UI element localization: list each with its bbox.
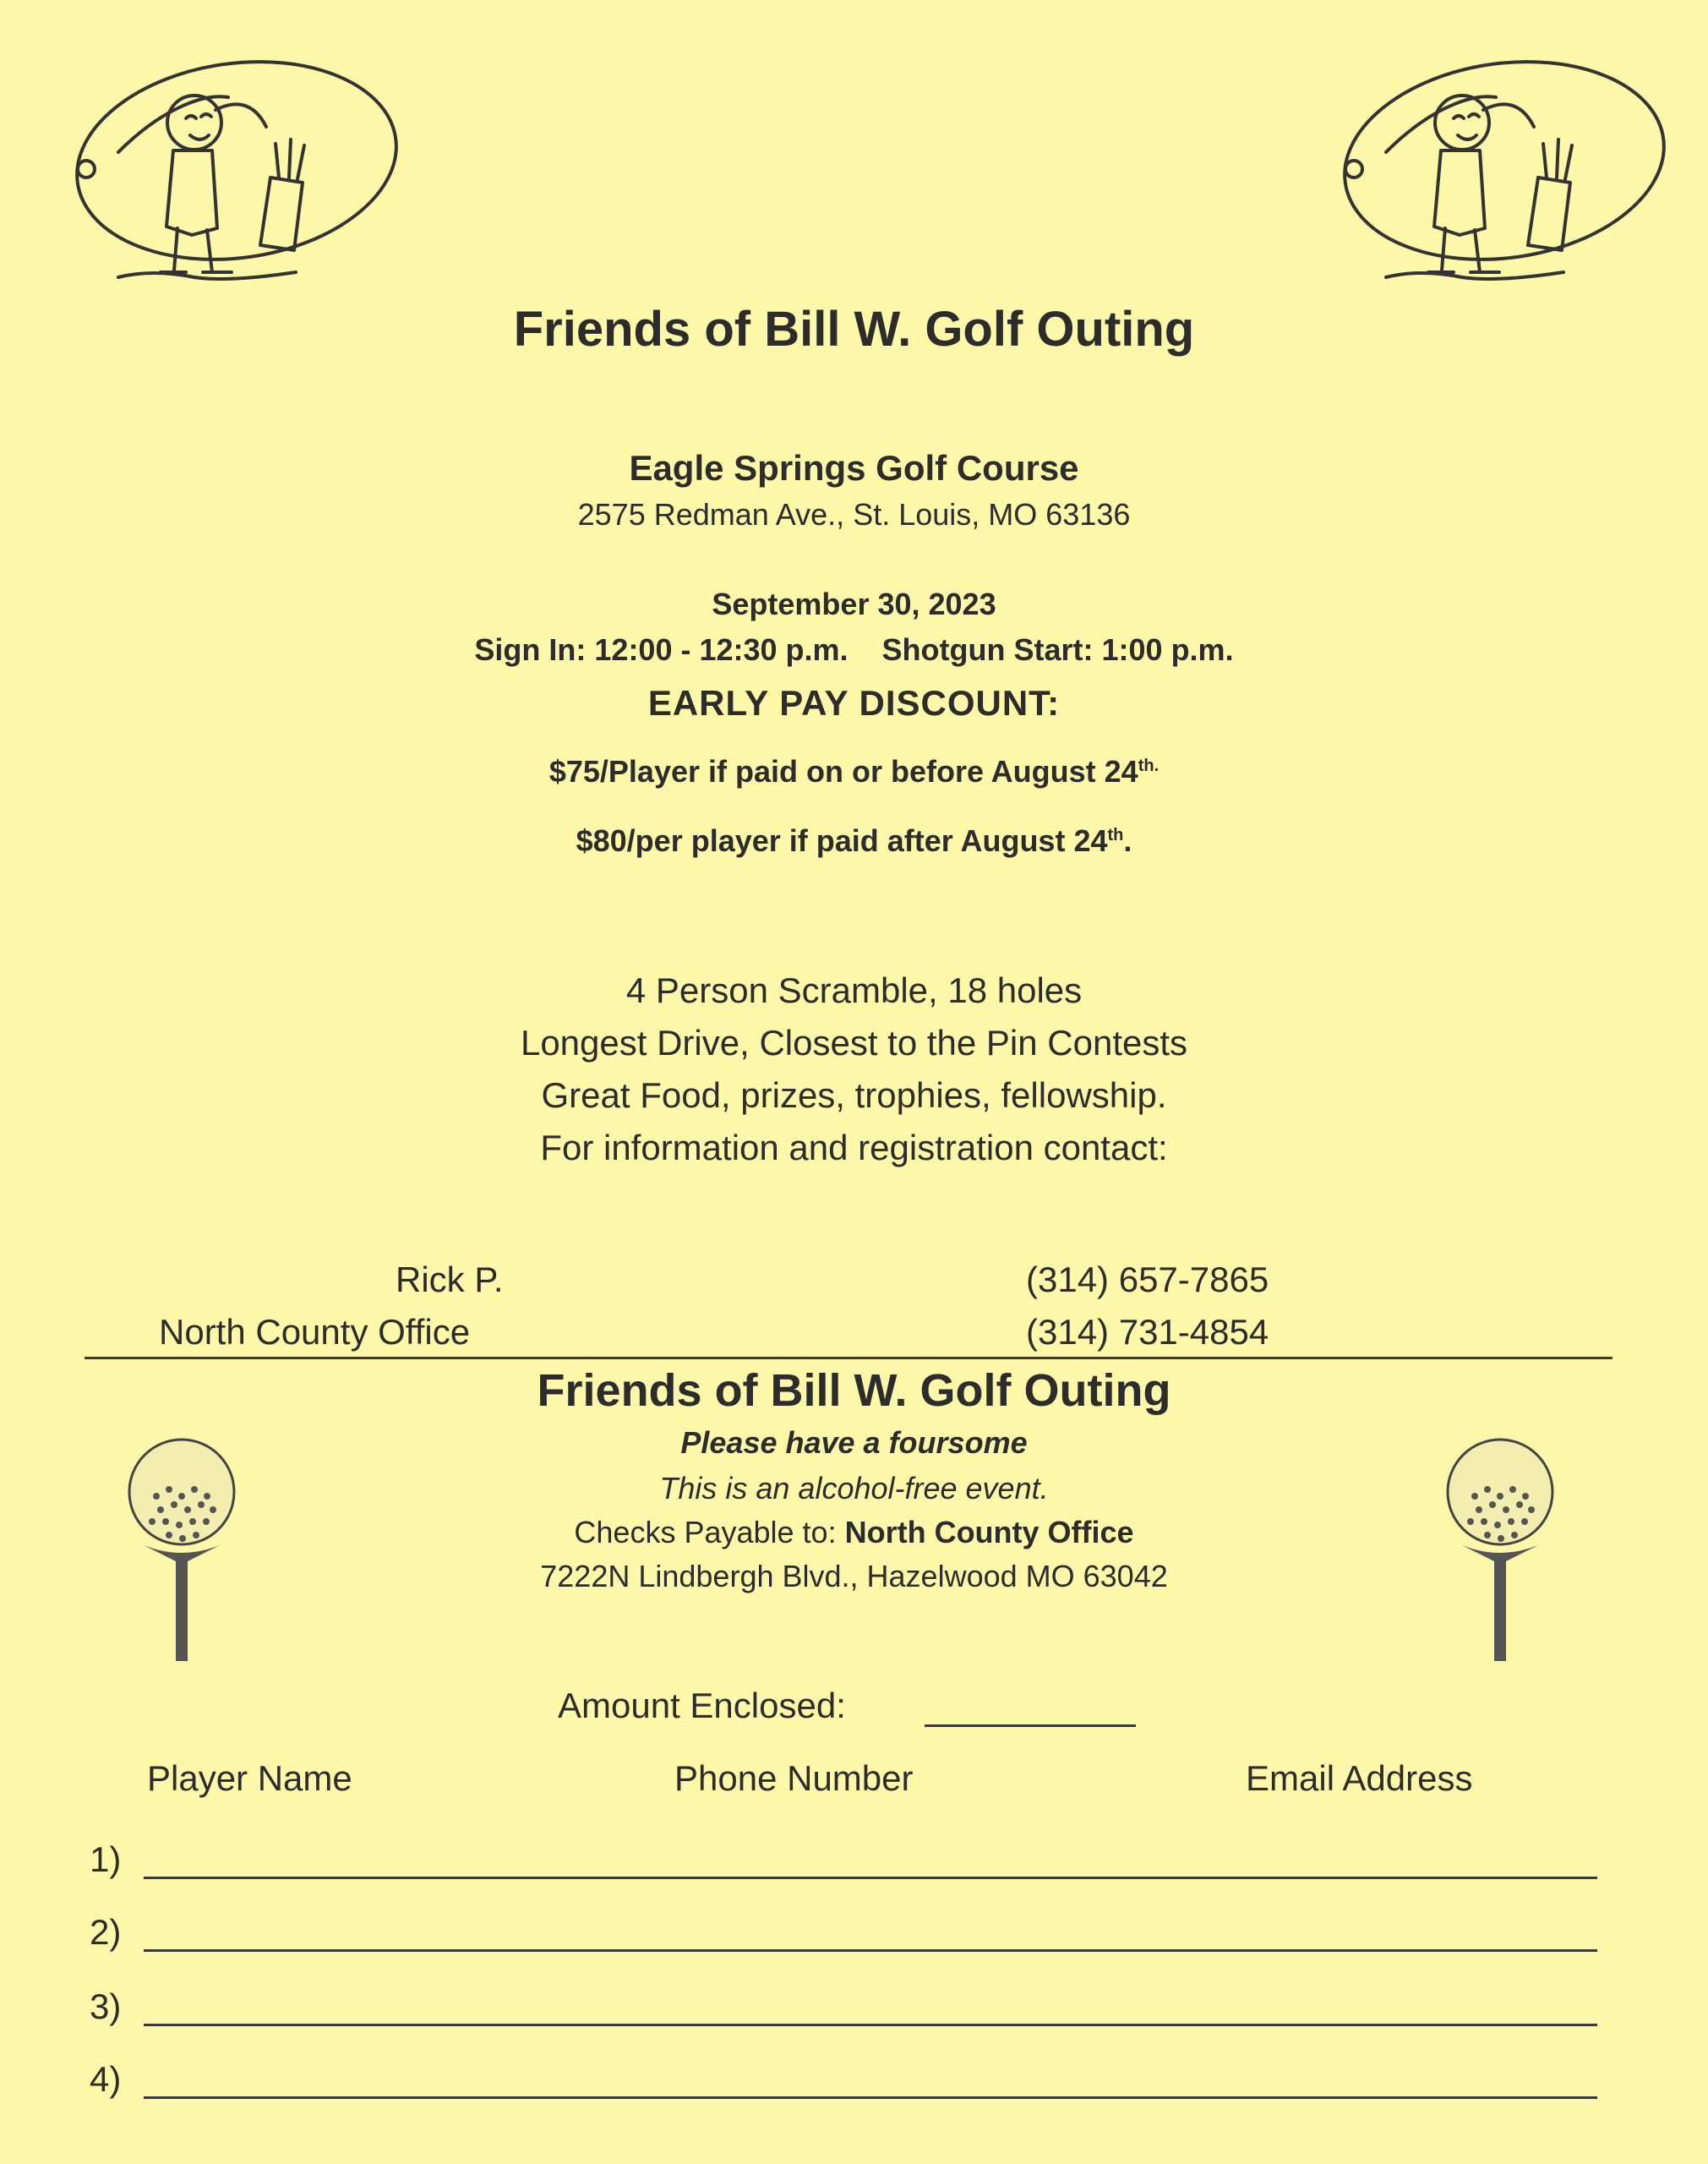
player-entry-line[interactable]	[144, 2096, 1597, 2099]
venue-name: Eagle Springs Golf Course	[629, 448, 1079, 488]
divider-line	[85, 1357, 1613, 1359]
price-early-sup: th.	[1138, 757, 1160, 775]
column-header-phone-number: Phone Number	[674, 1758, 914, 1798]
row-number: 1)	[90, 1839, 122, 1879]
event-times	[0, 632, 1708, 668]
contact-name: Rick P.	[396, 1260, 504, 1299]
player-entry-line[interactable]	[144, 1877, 1597, 1879]
row-number: 4)	[90, 2059, 122, 2099]
row-number: 2)	[90, 1912, 122, 1952]
row-number: 3)	[90, 1986, 122, 2026]
price-late	[0, 823, 1708, 859]
alcohol-free-note: This is an alcohol-free event.	[659, 1471, 1049, 1506]
price-late-text: $80/per player if paid after August 24	[576, 823, 1108, 858]
feature-line: Longest Drive, Closest to the Pin Contests	[520, 1023, 1188, 1063]
price-late-sup: th	[1107, 826, 1124, 844]
discount-heading: EARLY PAY DISCOUNT:	[647, 683, 1061, 723]
mailing-address: 7222N Lindbergh Blvd., Hazelwood MO 63042	[540, 1559, 1168, 1593]
price-early	[0, 754, 1708, 790]
checks-payable-line	[0, 1515, 1708, 1550]
checks-payee: North County Office	[844, 1515, 1134, 1549]
sign-in-time: Sign In: 12:00 - 12:30 p.m.	[474, 632, 849, 667]
column-header-player-name: Player Name	[147, 1758, 352, 1798]
player-entry-line[interactable]	[144, 1949, 1597, 1952]
contact-name: North County Office	[159, 1312, 471, 1352]
player-entry-line[interactable]	[144, 2024, 1597, 2026]
price-late-end: .	[1123, 823, 1132, 858]
golfer-cartoon-icon	[1335, 51, 1673, 304]
event-date: September 30, 2023	[712, 587, 996, 621]
foursome-note: Please have a foursome	[680, 1425, 1028, 1460]
shotgun-start-time: Shotgun Start: 1:00 p.m.	[881, 632, 1234, 667]
golfer-cartoon-icon	[68, 51, 406, 304]
amount-enclosed-label: Amount Enclosed:	[558, 1686, 846, 1725]
checks-label: Checks Payable to:	[574, 1515, 837, 1549]
flyer-title: Friends of Bill W. Golf Outing	[513, 302, 1195, 357]
amount-enclosed-blank[interactable]	[925, 1724, 1136, 1727]
price-early-text: $75/Player if paid on or before August 24	[548, 754, 1138, 789]
column-header-email-address: Email Address	[1246, 1758, 1473, 1798]
feature-line: Great Food, prizes, trophies, fellowship.	[541, 1075, 1167, 1115]
feature-line: For information and registration contact:	[540, 1128, 1168, 1167]
contact-phone: (314) 731-4854	[1026, 1312, 1269, 1352]
contact-phone: (314) 657-7865	[1026, 1260, 1269, 1299]
venue-address: 2575 Redman Ave., St. Louis, MO 63136	[577, 497, 1131, 532]
feature-line: 4 Person Scramble, 18 holes	[625, 970, 1083, 1010]
registration-title: Friends of Bill W. Golf Outing	[537, 1365, 1171, 1416]
